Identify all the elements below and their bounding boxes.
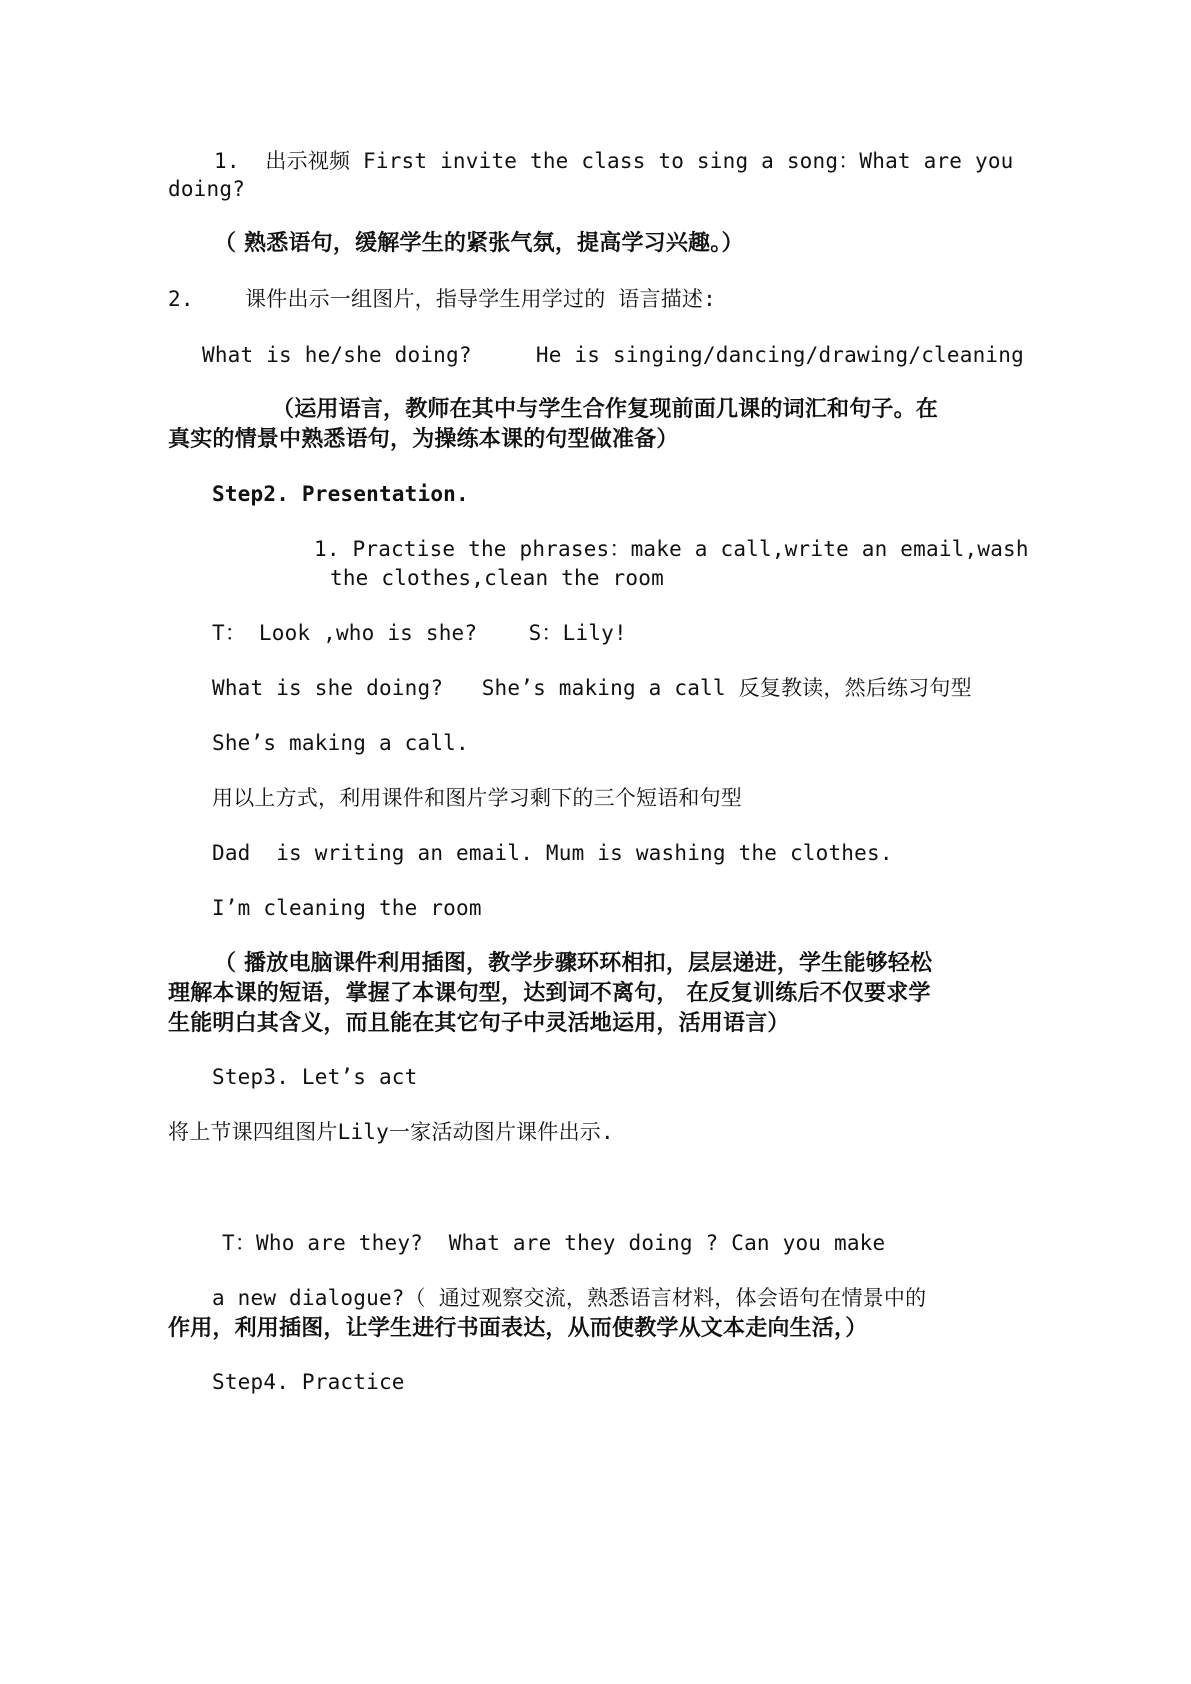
step1-item1-line1: 1. 出示视频 First invite the class to sing a song：What are you xyxy=(214,149,1014,173)
annotation-2-line2: 真实的情景中熟悉语句，为操练本课的句型做准备） xyxy=(168,427,679,452)
dialogue-line-3: She’s making a call. xyxy=(212,731,469,755)
step3-dialogue-line: a new dialogue?（ 通过观察交流，熟悉语言材料，体会语句在情景中的 xyxy=(212,1286,927,1310)
annotation-3-line2: 理解本课的短语，掌握了本课句型，达到词不离句， 在反复训练后不仅要求学 xyxy=(168,981,931,1006)
phrases-line1: 1. Practise the phrases：make a call,write an email,wash xyxy=(314,537,1029,561)
instruction-line: 用以上方式，利用课件和图片学习剩下的三个短语和句型 xyxy=(212,786,742,810)
phrases-line2: the clothes,clean the room xyxy=(330,566,664,590)
dialogue-line-1: T： Look ,who is she? S：Lily! xyxy=(212,621,627,645)
step3-instruction: 将上节课四组图片Lily一家活动图片课件出示. xyxy=(168,1120,614,1144)
sentence-line-2: I’m cleaning the room xyxy=(212,896,482,920)
step1-item1-line2: doing? xyxy=(168,177,246,201)
example-question-line: What is he/she doing? He is singing/dancing/drawing/cleaning xyxy=(202,343,1024,367)
sentence-line-1: Dad is writing an email. Mum is washing the clothes. xyxy=(212,841,893,865)
annotation-1: （ 熟悉语句，缓解学生的紧张气氛，提高学习兴趣。） xyxy=(214,231,744,256)
annotation-4-line2: 作用，利用插图，让学生进行书面表达，从而使教学从文本走向生活，） xyxy=(168,1316,868,1341)
annotation-3-line1: （ 播放电脑课件利用插图，教学步骤环环相扣，层层递进，学生能够轻松 xyxy=(214,951,933,976)
dialogue-line-2: What is she doing? She’s making a call 反复教读，然后练习句型 xyxy=(212,676,972,700)
step4-heading: Step4. Practice xyxy=(212,1370,405,1394)
annotation-2-line1: （运用语言，教师在其中与学生合作复现前面几课的词汇和句子。在 xyxy=(272,397,939,422)
step3-question-line: T：Who are they? What are they doing ? Can you make xyxy=(222,1231,886,1255)
step2-heading: Step2. Presentation. xyxy=(212,482,469,506)
step3-heading: Step3. Let’s act xyxy=(212,1065,418,1089)
step1-item2: 2. 课件出示一组图片，指导学生用学过的 语言描述: xyxy=(168,287,716,311)
annotation-3-line3: 生能明白其含义，而且能在其它句子中灵活地运用，活用语言） xyxy=(168,1011,790,1036)
